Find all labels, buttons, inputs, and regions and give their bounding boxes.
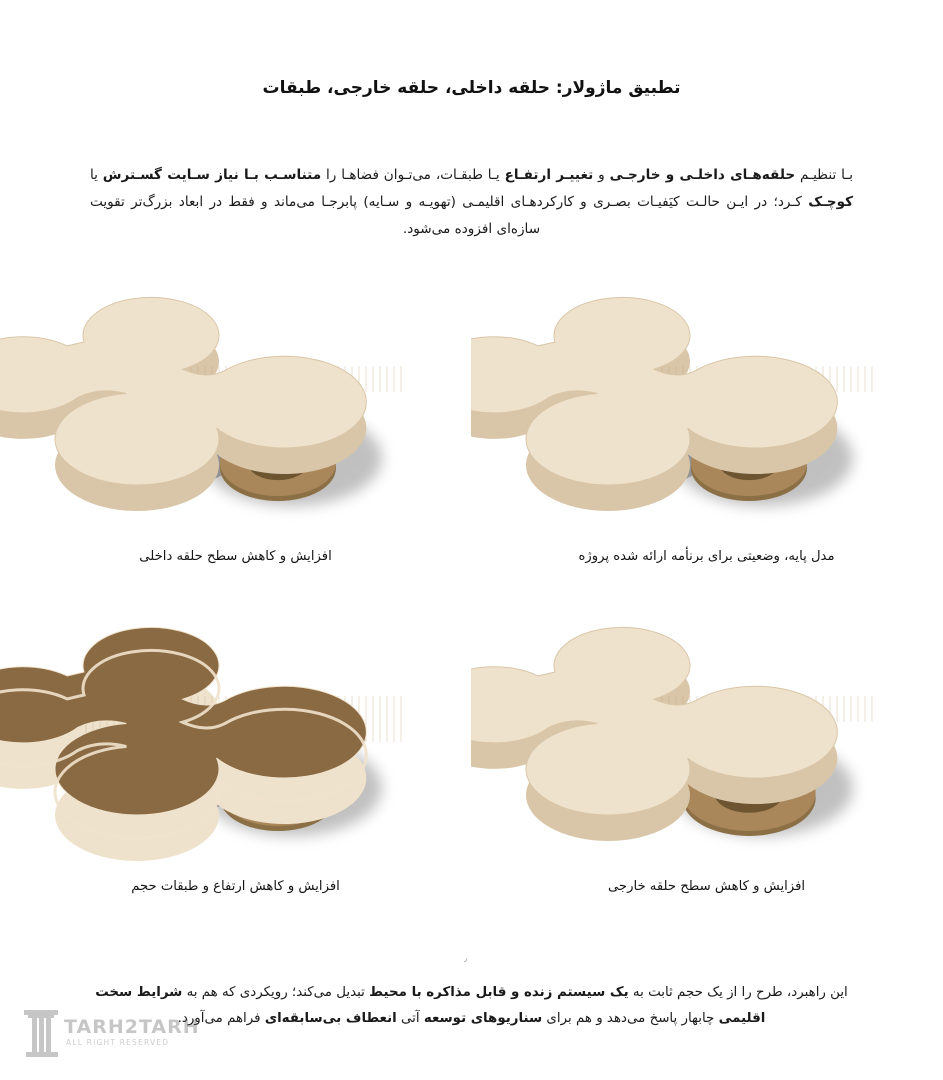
- figure-cell-inner-ring: [0, 262, 471, 592]
- watermark-logo: [18, 1004, 198, 1066]
- closing-paragraph: این راهبرد، طرح را از یک حجم ثابت به یک سیستم زنده و قابل مذاکره با محیط تبدیل می‌کند؛ رویکردی که هم به شرایط سخت اقلیمی چابهار پاسخ می‌دهد و هم برای سناریوهای توسعه آتی انعطاف بی‌سابقه‌ای فراهم می‌آورد.: [95, 985, 848, 1027]
- watermark-rights: ALL RIGHT RESERVED: [66, 1038, 170, 1047]
- figure-grid: [0, 262, 943, 922]
- isometric-massing-height-floors-change: [0, 596, 471, 866]
- watermark-brand: TARH2TARH: [64, 1016, 200, 1038]
- figure-inner-ring: [0, 266, 471, 536]
- figure-cell-base-model: [471, 262, 942, 592]
- figure-caption: افزایش و کاهش سطح حلقه داخلی: [139, 549, 332, 564]
- figure-caption: افزایش و کاهش سطح حلقه خارجی: [607, 879, 806, 894]
- figure-base-model: [471, 266, 942, 536]
- stray-mark: ٫: [464, 954, 467, 964]
- intro-paragraph: بـا تنظیـم حلقه‌هـای داخلـی و خارجـی و تغییـر ارتفـاع یـا طبقـات، می‌تـوان فضاهـا را متناسـب بـا نیاز سـایت گسـترش یا کوچـک کـرد؛ در ایـن حالـت کیَفیـات بصـری و کارکردهـای اقلیمـی (تهویـه و سـایه) پابرجـا می‌ماند و فقط در ابعاد بزرگ‌تر تقویت سازه‌ای افزوده می‌شود.: [90, 167, 853, 238]
- isometric-massing-inner-ring-increase: [0, 266, 471, 536]
- isometric-massing-outer-ring-increase: [471, 596, 942, 866]
- figure-caption: مدل پایه، وضعیتی برای برنأمه ارائه شده پروژه: [578, 549, 835, 564]
- figure-height-floors: [0, 596, 471, 866]
- figure-caption: افزایش و کاهش ارتفاع و طبقات حجم: [131, 879, 340, 894]
- isometric-massing-base-model: [471, 266, 942, 536]
- figure-outer-ring: [471, 596, 942, 866]
- figure-cell-height-floors: [0, 592, 471, 922]
- page-title: تطبیق ماژولار: حلقه داخلی، حلقه خارجی، طبقات: [262, 78, 681, 98]
- figure-cell-outer-ring: [471, 592, 942, 922]
